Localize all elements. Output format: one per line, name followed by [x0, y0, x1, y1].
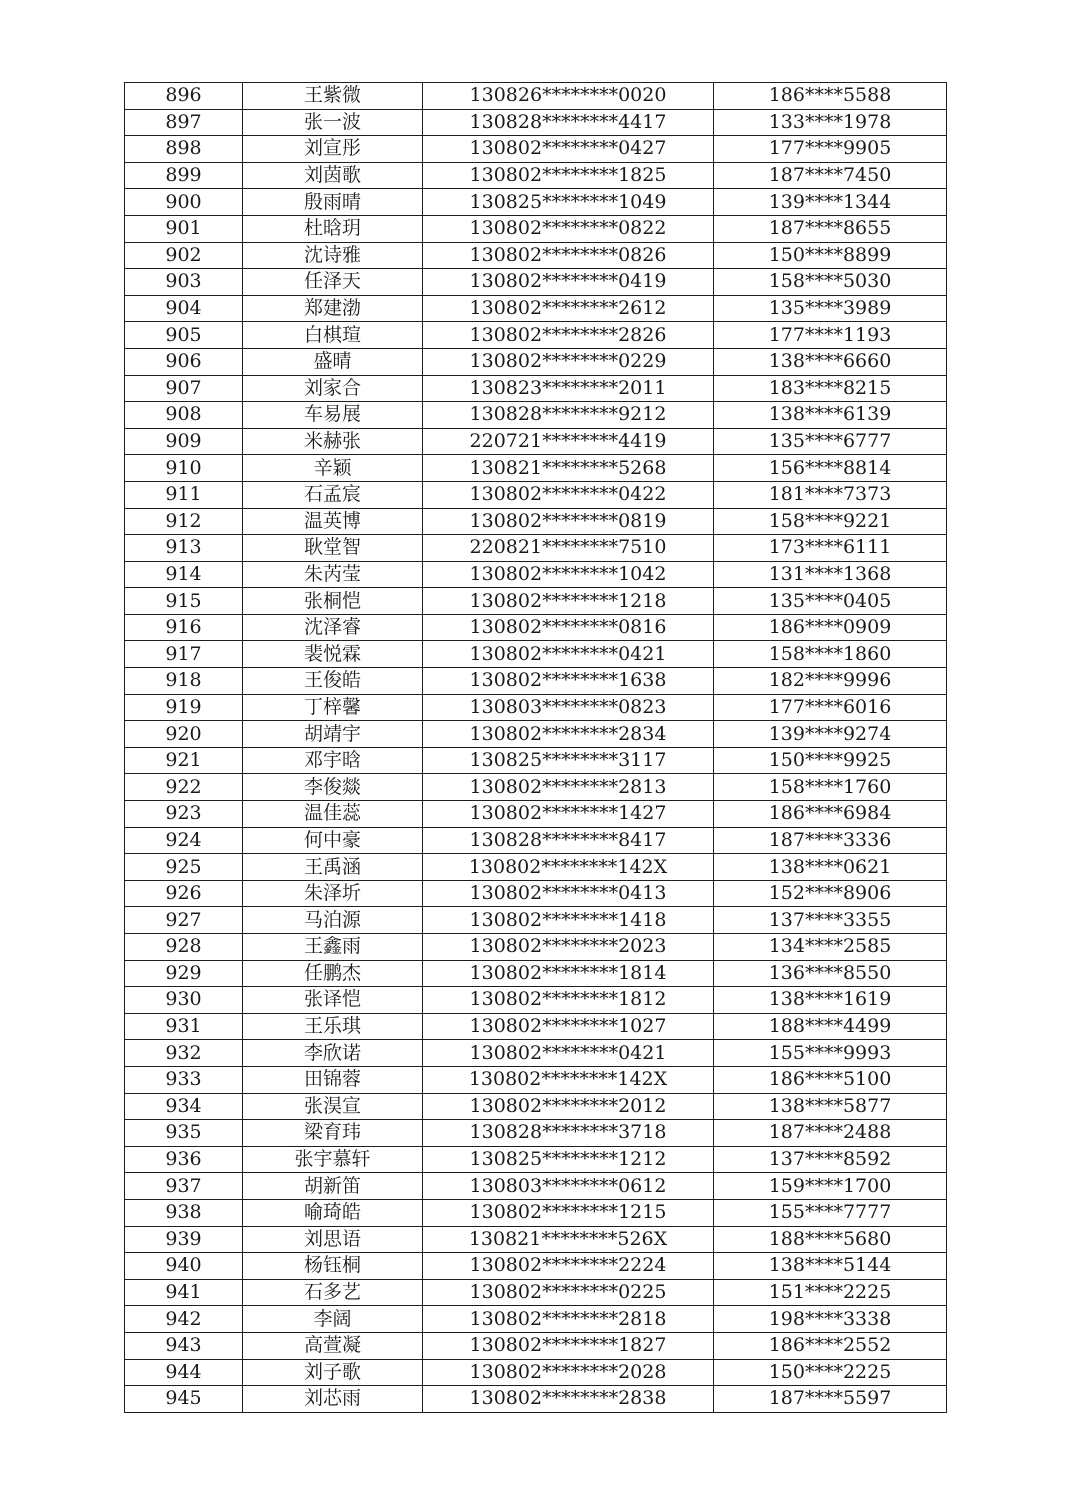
row-number-cell: 934 — [125, 1093, 243, 1120]
table-row — [125, 215, 947, 242]
name-cell: 温佳蕊 — [243, 801, 423, 828]
name-cell: 胡靖宇 — [243, 721, 423, 748]
name-cell: 张译恺 — [243, 987, 423, 1014]
row-number-cell: 907 — [125, 375, 243, 402]
name-cell: 张一波 — [243, 109, 423, 136]
name-cell: 朱芮莹 — [243, 561, 423, 588]
row-number-cell: 918 — [125, 668, 243, 695]
phone-cell: 138****6660 — [714, 348, 947, 375]
phone-cell: 138****5144 — [714, 1253, 947, 1280]
name-cell: 丁梓馨 — [243, 694, 423, 721]
name-cell: 米赫张 — [243, 428, 423, 455]
name-cell: 石孟宸 — [243, 481, 423, 508]
id-number-cell: 130821********5268 — [423, 455, 714, 482]
phone-cell: 186****5588 — [714, 83, 947, 110]
row-number-cell: 929 — [125, 960, 243, 987]
row-number-cell: 919 — [125, 694, 243, 721]
table-row — [125, 375, 947, 402]
table-row — [125, 1226, 947, 1253]
row-number-cell: 917 — [125, 641, 243, 668]
phone-cell: 186****6984 — [714, 801, 947, 828]
table-row — [125, 1253, 947, 1280]
id-number-cell: 130802********1638 — [423, 668, 714, 695]
id-number-cell: 130802********0413 — [423, 880, 714, 907]
phone-cell: 187****7450 — [714, 162, 947, 189]
name-cell: 张宇慕轩 — [243, 1146, 423, 1173]
id-number-cell: 130802********2023 — [423, 934, 714, 961]
phone-cell: 133****1978 — [714, 109, 947, 136]
row-number-cell: 896 — [125, 83, 243, 110]
table-row — [125, 109, 947, 136]
name-cell: 任鹏杰 — [243, 960, 423, 987]
phone-cell: 183****8215 — [714, 375, 947, 402]
id-number-cell: 130802********1027 — [423, 1013, 714, 1040]
table-row — [125, 614, 947, 641]
id-number-cell: 130828********8417 — [423, 827, 714, 854]
table-row — [125, 535, 947, 562]
phone-cell: 188****4499 — [714, 1013, 947, 1040]
row-number-cell: 937 — [125, 1173, 243, 1200]
phone-cell: 156****8814 — [714, 455, 947, 482]
row-number-cell: 900 — [125, 189, 243, 216]
table-row — [125, 721, 947, 748]
id-number-cell: 130828********4417 — [423, 109, 714, 136]
name-cell: 王乐琪 — [243, 1013, 423, 1040]
phone-cell: 150****9925 — [714, 747, 947, 774]
table-row — [125, 348, 947, 375]
name-cell: 梁育玮 — [243, 1120, 423, 1147]
phone-cell: 158****5030 — [714, 269, 947, 296]
id-number-cell: 130803********0823 — [423, 694, 714, 721]
table-row — [125, 1386, 947, 1413]
phone-cell: 138****5877 — [714, 1093, 947, 1120]
phone-cell: 173****6111 — [714, 535, 947, 562]
table-row — [125, 561, 947, 588]
name-cell: 耿堂智 — [243, 535, 423, 562]
row-number-cell: 902 — [125, 242, 243, 269]
name-cell: 邓宇晗 — [243, 747, 423, 774]
name-cell: 石多艺 — [243, 1279, 423, 1306]
phone-cell: 177****6016 — [714, 694, 947, 721]
phone-cell: 186****2552 — [714, 1332, 947, 1359]
row-number-cell: 906 — [125, 348, 243, 375]
phone-cell: 152****8906 — [714, 880, 947, 907]
row-number-cell: 925 — [125, 854, 243, 881]
row-number-cell: 930 — [125, 987, 243, 1014]
id-number-cell: 130802********0826 — [423, 242, 714, 269]
roster-table-body — [125, 83, 947, 1413]
row-number-cell: 940 — [125, 1253, 243, 1280]
id-number-cell: 130828********3718 — [423, 1120, 714, 1147]
phone-cell: 177****1193 — [714, 322, 947, 349]
row-number-cell: 912 — [125, 508, 243, 535]
table-row — [125, 162, 947, 189]
phone-cell: 188****5680 — [714, 1226, 947, 1253]
table-row — [125, 1120, 947, 1147]
phone-cell: 138****6139 — [714, 402, 947, 429]
table-row — [125, 827, 947, 854]
row-number-cell: 935 — [125, 1120, 243, 1147]
id-number-cell: 130825********1049 — [423, 189, 714, 216]
table-row — [125, 668, 947, 695]
phone-cell: 159****1700 — [714, 1173, 947, 1200]
id-number-cell: 130802********2834 — [423, 721, 714, 748]
phone-cell: 177****9905 — [714, 136, 947, 163]
roster-table — [124, 82, 947, 1413]
row-number-cell: 905 — [125, 322, 243, 349]
name-cell: 田锦蓉 — [243, 1066, 423, 1093]
id-number-cell: 130802********0819 — [423, 508, 714, 535]
phone-cell: 198****3338 — [714, 1306, 947, 1333]
name-cell: 胡新笛 — [243, 1173, 423, 1200]
phone-cell: 135****0405 — [714, 588, 947, 615]
id-number-cell: 220821********7510 — [423, 535, 714, 562]
table-row — [125, 481, 947, 508]
name-cell: 刘家合 — [243, 375, 423, 402]
name-cell: 刘芯雨 — [243, 1386, 423, 1413]
id-number-cell: 130802********1218 — [423, 588, 714, 615]
id-number-cell: 130802********0427 — [423, 136, 714, 163]
row-number-cell: 914 — [125, 561, 243, 588]
name-cell: 刘茵歌 — [243, 162, 423, 189]
row-number-cell: 941 — [125, 1279, 243, 1306]
row-number-cell: 923 — [125, 801, 243, 828]
name-cell: 辛颖 — [243, 455, 423, 482]
row-number-cell: 909 — [125, 428, 243, 455]
name-cell: 李俊燚 — [243, 774, 423, 801]
row-number-cell: 928 — [125, 934, 243, 961]
row-number-cell: 911 — [125, 481, 243, 508]
row-number-cell: 916 — [125, 614, 243, 641]
table-row — [125, 295, 947, 322]
name-cell: 王禹涵 — [243, 854, 423, 881]
name-cell: 喻琦皓 — [243, 1199, 423, 1226]
phone-cell: 131****1368 — [714, 561, 947, 588]
table-row — [125, 641, 947, 668]
phone-cell: 186****0909 — [714, 614, 947, 641]
row-number-cell: 903 — [125, 269, 243, 296]
id-number-cell: 130802********2813 — [423, 774, 714, 801]
id-number-cell: 130821********526X — [423, 1226, 714, 1253]
row-number-cell: 944 — [125, 1359, 243, 1386]
table-row — [125, 1146, 947, 1173]
id-number-cell: 130802********0816 — [423, 614, 714, 641]
id-number-cell: 130802********2224 — [423, 1253, 714, 1280]
name-cell: 王俊皓 — [243, 668, 423, 695]
table-row — [125, 508, 947, 535]
table-row — [125, 1306, 947, 1333]
row-number-cell: 899 — [125, 162, 243, 189]
table-row — [125, 1173, 947, 1200]
id-number-cell: 130825********1212 — [423, 1146, 714, 1173]
row-number-cell: 904 — [125, 295, 243, 322]
id-number-cell: 130802********1812 — [423, 987, 714, 1014]
id-number-cell: 130802********0419 — [423, 269, 714, 296]
id-number-cell: 130802********2612 — [423, 295, 714, 322]
table-row — [125, 907, 947, 934]
id-number-cell: 130826********0020 — [423, 83, 714, 110]
row-number-cell: 913 — [125, 535, 243, 562]
table-row — [125, 428, 947, 455]
phone-cell: 138****0621 — [714, 854, 947, 881]
row-number-cell: 939 — [125, 1226, 243, 1253]
row-number-cell: 945 — [125, 1386, 243, 1413]
table-row — [125, 880, 947, 907]
id-number-cell: 130802********1215 — [423, 1199, 714, 1226]
phone-cell: 150****8899 — [714, 242, 947, 269]
table-row — [125, 269, 947, 296]
table-row — [125, 960, 947, 987]
id-number-cell: 130802********1427 — [423, 801, 714, 828]
id-number-cell: 130823********2011 — [423, 375, 714, 402]
id-number-cell: 130803********0612 — [423, 1173, 714, 1200]
id-number-cell: 130802********1814 — [423, 960, 714, 987]
name-cell: 杨钰桐 — [243, 1253, 423, 1280]
name-cell: 李阔 — [243, 1306, 423, 1333]
phone-cell: 136****8550 — [714, 960, 947, 987]
table-row — [125, 402, 947, 429]
id-number-cell: 130802********0229 — [423, 348, 714, 375]
phone-cell: 187****8655 — [714, 215, 947, 242]
phone-cell: 182****9996 — [714, 668, 947, 695]
row-number-cell: 924 — [125, 827, 243, 854]
id-number-cell: 130828********9212 — [423, 402, 714, 429]
id-number-cell: 130802********1042 — [423, 561, 714, 588]
row-number-cell: 897 — [125, 109, 243, 136]
id-number-cell: 130802********2838 — [423, 1386, 714, 1413]
row-number-cell: 936 — [125, 1146, 243, 1173]
row-number-cell: 931 — [125, 1013, 243, 1040]
row-number-cell: 922 — [125, 774, 243, 801]
phone-cell: 138****1619 — [714, 987, 947, 1014]
id-number-cell: 130802********0822 — [423, 215, 714, 242]
id-number-cell: 130802********0422 — [423, 481, 714, 508]
table-row — [125, 1359, 947, 1386]
name-cell: 任泽天 — [243, 269, 423, 296]
phone-cell: 137****8592 — [714, 1146, 947, 1173]
table-row — [125, 934, 947, 961]
name-cell: 张桐恺 — [243, 588, 423, 615]
name-cell: 郑建渤 — [243, 295, 423, 322]
name-cell: 王鑫雨 — [243, 934, 423, 961]
phone-cell: 150****2225 — [714, 1359, 947, 1386]
id-number-cell: 130802********2818 — [423, 1306, 714, 1333]
id-number-cell: 130802********2028 — [423, 1359, 714, 1386]
table-row — [125, 987, 947, 1014]
name-cell: 高萱凝 — [243, 1332, 423, 1359]
phone-cell: 135****3989 — [714, 295, 947, 322]
phone-cell: 186****5100 — [714, 1066, 947, 1093]
phone-cell: 158****1760 — [714, 774, 947, 801]
row-number-cell: 938 — [125, 1199, 243, 1226]
name-cell: 盛晴 — [243, 348, 423, 375]
document-page — [124, 82, 946, 1413]
id-number-cell: 130802********1825 — [423, 162, 714, 189]
row-number-cell: 927 — [125, 907, 243, 934]
phone-cell: 187****2488 — [714, 1120, 947, 1147]
phone-cell: 151****2225 — [714, 1279, 947, 1306]
phone-cell: 139****1344 — [714, 189, 947, 216]
name-cell: 张淏宣 — [243, 1093, 423, 1120]
name-cell: 刘子歌 — [243, 1359, 423, 1386]
phone-cell: 158****9221 — [714, 508, 947, 535]
name-cell: 温英博 — [243, 508, 423, 535]
name-cell: 刘思语 — [243, 1226, 423, 1253]
id-number-cell: 130802********1418 — [423, 907, 714, 934]
phone-cell: 135****6777 — [714, 428, 947, 455]
name-cell: 裴悦霖 — [243, 641, 423, 668]
id-number-cell: 130802********0421 — [423, 1040, 714, 1067]
name-cell: 朱泽圻 — [243, 880, 423, 907]
table-row — [125, 588, 947, 615]
table-row — [125, 774, 947, 801]
id-number-cell: 130802********0225 — [423, 1279, 714, 1306]
row-number-cell: 943 — [125, 1332, 243, 1359]
name-cell: 李欣诺 — [243, 1040, 423, 1067]
table-row — [125, 854, 947, 881]
phone-cell: 158****1860 — [714, 641, 947, 668]
table-row — [125, 322, 947, 349]
row-number-cell: 910 — [125, 455, 243, 482]
phone-cell: 139****9274 — [714, 721, 947, 748]
table-row — [125, 242, 947, 269]
table-row — [125, 747, 947, 774]
id-number-cell: 130802********2826 — [423, 322, 714, 349]
phone-cell: 181****7373 — [714, 481, 947, 508]
name-cell: 马泊源 — [243, 907, 423, 934]
row-number-cell: 898 — [125, 136, 243, 163]
table-row — [125, 1013, 947, 1040]
table-row — [125, 189, 947, 216]
id-number-cell: 130802********142X — [423, 854, 714, 881]
table-row — [125, 1040, 947, 1067]
id-number-cell: 130802********1827 — [423, 1332, 714, 1359]
table-row — [125, 801, 947, 828]
row-number-cell: 901 — [125, 215, 243, 242]
name-cell: 何中豪 — [243, 827, 423, 854]
phone-cell: 134****2585 — [714, 934, 947, 961]
row-number-cell: 921 — [125, 747, 243, 774]
id-number-cell: 130802********2012 — [423, 1093, 714, 1120]
table-row — [125, 83, 947, 110]
id-number-cell: 130802********142X — [423, 1066, 714, 1093]
table-row — [125, 1093, 947, 1120]
table-row — [125, 1279, 947, 1306]
table-row — [125, 1066, 947, 1093]
phone-cell: 155****7777 — [714, 1199, 947, 1226]
row-number-cell: 908 — [125, 402, 243, 429]
name-cell: 王紫微 — [243, 83, 423, 110]
id-number-cell: 130825********3117 — [423, 747, 714, 774]
table-row — [125, 1199, 947, 1226]
name-cell: 白棋瑄 — [243, 322, 423, 349]
id-number-cell: 130802********0421 — [423, 641, 714, 668]
name-cell: 杜晗玥 — [243, 215, 423, 242]
phone-cell: 187****3336 — [714, 827, 947, 854]
name-cell: 刘宣彤 — [243, 136, 423, 163]
table-row — [125, 455, 947, 482]
row-number-cell: 942 — [125, 1306, 243, 1333]
table-row — [125, 694, 947, 721]
row-number-cell: 926 — [125, 880, 243, 907]
phone-cell: 187****5597 — [714, 1386, 947, 1413]
row-number-cell: 920 — [125, 721, 243, 748]
table-row — [125, 1332, 947, 1359]
row-number-cell: 932 — [125, 1040, 243, 1067]
phone-cell: 137****3355 — [714, 907, 947, 934]
row-number-cell: 915 — [125, 588, 243, 615]
name-cell: 沈泽睿 — [243, 614, 423, 641]
name-cell: 殷雨晴 — [243, 189, 423, 216]
table-row — [125, 136, 947, 163]
row-number-cell: 933 — [125, 1066, 243, 1093]
name-cell: 车易展 — [243, 402, 423, 429]
phone-cell: 155****9993 — [714, 1040, 947, 1067]
name-cell: 沈诗雅 — [243, 242, 423, 269]
id-number-cell: 220721********4419 — [423, 428, 714, 455]
